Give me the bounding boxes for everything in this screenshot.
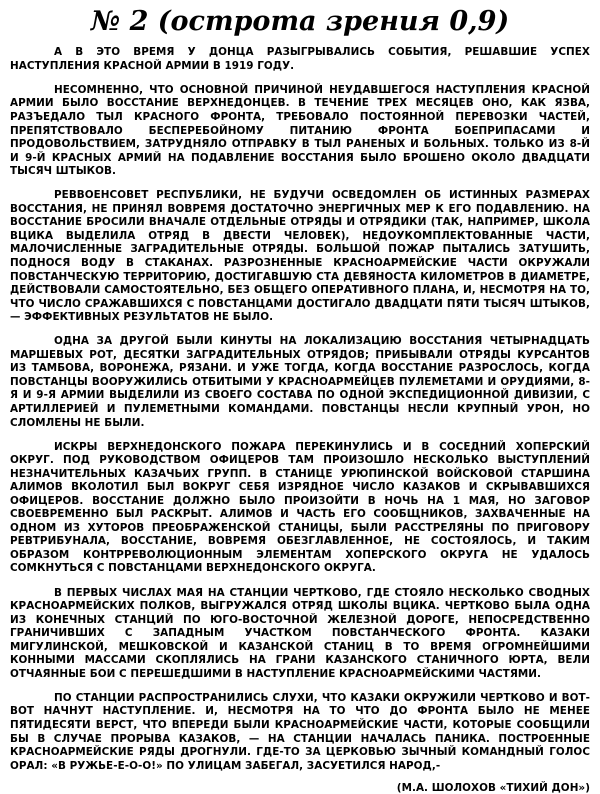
- author-attribution: (М.А. ШОЛОХОВ «ТИХИЙ ДОН»): [396, 781, 590, 794]
- paragraph: НЕСОМНЕННО, ЧТО ОСНОВНОЙ ПРИЧИНОЙ НЕУДАВШЕГОСЯ НАСТУПЛЕНИЯ КРАСНОЙ АРМИИ БЫЛО ВОССТАНИЕ ВЕРХНЕДОНЦЕВ. В ТЕЧЕНИЕ ТРЕХ МЕСЯЦЕВ ОНО, КАК ЯЗВА, РАЗЪЕДАЛО ТЫЛ КРАСНОГО ФРОНТА, ТРЕБОВАЛО ПОСТОЯННОЙ ПЕРЕВОЗКИ ЧАСТЕЙ, ПРЕПЯТСТВОВАЛО БЕСПЕРЕБОЙНОМУ ПИТАНИЮ ФРОНТА БОЕПРИПАСАМИ И ПРОДОВОЛЬСТВИЕМ, ЗАТРУДНЯЛО ОТПРАВКУ В ТЫЛ РАНЕНЫХ И БОЛЬНЫХ. ТОЛЬКО ИЗ 8-Й И 9-Й КРАСНЫХ АРМИЙ НА ПОДАВЛЕНИЕ ВОССТАНИЯ БЫЛО БРОШЕНО ОКОЛО ДВАДЦАТИ ТЫСЯЧ ШТЫКОВ.: [10, 83, 590, 178]
- paragraph: А В ЭТО ВРЕМЯ У ДОНЦА РАЗЫГРЫВАЛИСЬ СОБЫТИЯ, РЕШАВШИЕ УСПЕХ НАСТУПЛЕНИЯ КРАСНОЙ АРМИИ В 1919 ГОДУ.: [10, 46, 590, 72]
- document-body: [10, 46, 590, 773]
- page-title: № 2 (острота зрения 0,9): [90, 6, 510, 37]
- paragraph: В ПЕРВЫХ ЧИСЛАХ МАЯ НА СТАНЦИИ ЧЕРТКОВО, ГДЕ СТОЯЛО НЕСКОЛЬКО СВОДНЫХ КРАСНОАРМЕЙСКИХ ПОЛКОВ, ВЫГРУЖАЛСЯ ОТРЯД ШКОЛЫ ВЦИКА. ЧЕРТКОВО БЫЛА ОДНА ИЗ КОНЕЧНЫХ СТАНЦИЙ ПО ЮГО-ВОСТОЧНОЙ ЖЕЛЕЗНОЙ ДОРОГЕ, НЕПОСРЕДСТВЕННО ГРАНИЧИВШИХ С ЗАПАДНЫМ УЧАСТКОМ ПОВСТАНЧЕСКОГО ФРОНТА. КАЗАКИ МИГУЛИНСКОЙ, МЕШКОВСКОЙ И КАЗАНСКОЙ СТАНИЦ В ТО ВРЕМЯ ОГРОМНЕЙШИМИ КОННЫМИ МАССАМИ СКОПЛЯЛИСЬ НА ГРАНИ КАЗАНСКОГО СТАНИЧНОГО ЮРТА, ВЕЛИ ОТЧАЯННЫЕ БОИ С ПЕРЕШЕДШИМИ В НАСТУПЛЕНИЕ КРАСНОАРМЕЙСКИМИ ЧАСТЯМИ.: [10, 586, 590, 680]
- paragraph: ОДНА ЗА ДРУГОЙ БЫЛИ КИНУТЫ НА ЛОКАЛИЗАЦИЮ ВОССТАНИЯ ЧЕТЫРНАДЦАТЬ МАРШЕВЫХ РОТ, ДЕСЯТКИ ЗАГРАДИТЕЛЬНЫХ ОТРЯДОВ; ПРИБЫВАЛИ ОТРЯДЫ КУРСАНТОВ ИЗ ТАМБОВА, ВОРОНЕЖА, РЯЗАНИ. И УЖЕ ТОГДА, КОГДА ВОССТАНИЕ РАЗРОСЛОСЬ, КОГДА ПОВСТАНЦЫ ВООРУЖИЛИСЬ ОТБИТЫМИ У КРАСНОАРМЕЙЦЕВ ПУЛЕМЕТАМИ И ОРУДИЯМИ, 8-Я И 9-Я АРМИИ ВЫДЕЛИЛИ ИЗ СВОЕГО СОСТАВА ПО ОДНОЙ ЭКСПЕДИЦИОННОЙ ДИВИЗИИ, С АРТИЛЛЕРИЕЙ И ПУЛЕМЕТНЫМИ КОМАНДАМИ. ПОВСТАНЦЫ НЕСЛИ КРУПНЫЙ УРОН, НО СЛОМЛЕНЫ НЕ БЫЛИ.: [10, 335, 590, 429]
- paragraph: РЕВВОЕНСОВЕТ РЕСПУБЛИКИ, НЕ БУДУЧИ ОСВЕДОМЛЕН ОБ ИСТИННЫХ РАЗМЕРАХ ВОССТАНИЯ, НЕ ПРИНЯЛ ВОВРЕМЯ ДОСТАТОЧНО ЭНЕРГИЧНЫХ МЕР К ЕГО ПОДАВЛЕНИЮ. НА ВОССТАНИЕ БРОСИЛИ ВНАЧАЛЕ ОТДЕЛЬНЫЕ ОТРЯДЫ И ОТРЯДИКИ (ТАК, НАПРИМЕР, ШКОЛА ВЦИКА ВЫДЕЛИЛА ОТРЯД В ДВЕСТИ ЧЕЛОВЕК), НЕДОУКОМПЛЕКТОВАННЫЕ ЧАСТИ, МАЛОЧИСЛЕННЫЕ ЗАГРАДИТЕЛЬНЫЕ ОТРЯДЫ. БОЛЬШОЙ ПОЖАР ПЫТАЛИСЬ ЗАТУШИТЬ, ПОДНОСЯ ВОДУ В СТАКАНАХ. РАЗРОЗНЕННЫЕ КРАСНОАРМЕЙСКИЕ ЧАСТИ ОКРУЖАЛИ ПОВСТАНЧЕСКУЮ ТЕРРИТОРИЮ, ДОСТИГАВШУЮ СТА ДЕВЯНОСТА КИЛОМЕТРОВ В ДИАМЕТРЕ, ДЕЙСТВОВАЛИ САМОСТОЯТЕЛЬНО, БЕЗ ОБЩЕГО ОПЕРАТИВНОГО ПЛАНА, И, НЕСМОТРЯ НА ТО, ЧТО ЧИСЛО СРАЖАВШИХСЯ С ПОВСТАНЦАМИ ДОСТИГАЛО ДВАДЦАТИ ПЯТИ ТЫСЯЧ ШТЫКОВ, — ЭФФЕКТИВНЫХ РЕЗУЛЬТАТОВ НЕ БЫЛО.: [10, 189, 590, 324]
- paragraph: ИСКРЫ ВЕРХНЕДОНСКОГО ПОЖАРА ПЕРЕКИНУЛИСЬ И В СОСЕДНИЙ ХОПЕРСКИЙ ОКРУГ. ПОД РУКОВОДСТВОМ ОФИЦЕРОВ ТАМ ПРОИЗОШЛО НЕСКОЛЬКО ВЫСТУПЛЕНИЙ НЕЗНАЧИТЕЛЬНЫХ КАЗАЧЬИХ ГРУПП. В СТАНИЦЕ УРЮПИНСКОЙ ВОЙСКОВОЙ СТАРШИНА АЛИМОВ ВКОЛОТИЛ БЫЛ ВОКРУГ СЕБЯ ИЗРЯДНОЕ ЧИСЛО КАЗАКОВ И СКРЫВАВШИХСЯ ОФИЦЕРОВ. ВОССТАНИЕ ДОЛЖНО БЫЛО ПРОИЗОЙТИ В НОЧЬ НА 1 МАЯ, НО ЗАГОВОР СВОЕВРЕМЕННО БЫЛ РАСКРЫТ. АЛИМОВ И ЧАСТЬ ЕГО СООБЩНИКОВ, ЗАХВАЧЕННЫЕ НА ОДНОМ ИЗ ХУТОРОВ ПРЕОБРАЖЕНСКОЙ СТАНИЦЫ, БЫЛИ РАССТРЕЛЯНЫ ПО ПРИГОВОРУ РЕВТРИБУНАЛА, ВОССТАНИЕ, ВОВРЕМЯ ОБЕЗГЛАВЛЕННОЕ, НЕ СОСТОЯЛОСЬ, И ТАКИМ ОБРАЗОМ КОНТРРЕВОЛЮЦИОННЫМ ЭЛЕМЕНТАМ ХОПЕРСКОГО ОКРУГА НЕ УДАЛОСЬ СОМКНУТЬСЯ С ПОВСТАНЦАМИ ВЕРХНЕДОНСКОГО ОКРУГА.: [10, 440, 590, 575]
- paragraph: ПО СТАНЦИИ РАСПРОСТРАНИЛИСЬ СЛУХИ, ЧТО КАЗАКИ ОКРУЖИЛИ ЧЕРТКОВО И ВОТ-ВОТ НАЧНУТ НАСТУПЛЕНИЕ. И, НЕСМОТРЯ НА ТО ЧТО ДО ФРОНТА БЫЛО НЕ МЕНЕЕ ПЯТИДЕСЯТИ ВЕРСТ, ЧТО ВПЕРЕДИ БЫЛИ КРАСНОАРМЕЙСКИЕ ЧАСТИ, КОТОРЫЕ СООБЩИЛИ БЫ В СЛУЧАЕ ПРОРЫВА КАЗАКОВ, — НА СТАНЦИИ НАЧАЛАСЬ ПАНИКА. ПОСТРОЕННЫЕ КРАСНОАРМЕЙСКИЕ РЯДЫ ДРОГНУЛИ. ГДЕ-ТО ЗА ЦЕРКОВЬЮ ЗЫЧНЫЙ КОМАНДНЫЙ ГОЛОС ОРАЛ: «В РУЖЬЕ-Е-О-О!» ПО УЛИЦАМ ЗАБЕГАЛ, ЗАСУЕТИЛСЯ НАРОД,-: [10, 691, 590, 772]
